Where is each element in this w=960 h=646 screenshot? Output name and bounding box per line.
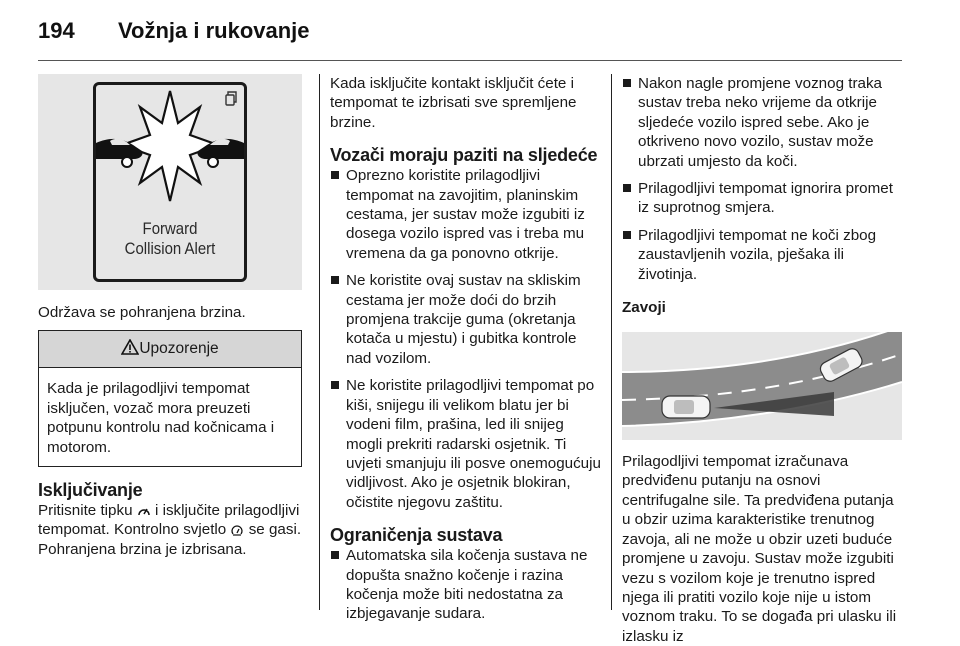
indicator-light-icon [230,524,244,536]
list-item: Oprezno koristite prilagodljivi tempomat na zavojitim, planinskim cestama, jer sustav može izgubiti iz dosega vozilo ispred vas i treba mu vremena da ga ponovno otkrije. [330,166,602,263]
chapter-title: Vožnja i rukovanje [118,18,310,43]
warning-box [38,330,302,467]
list-item: Prilagodljivi tempomat ne koči zbog zaustavljenih vozila, pješaka ili životinja. [622,226,902,284]
switch-off-paragraph [38,501,302,559]
curves-paragraph: Prilagodljivi tempomat izračunava predviđenu putanju na osnovi centrifugalne sile. Ta predviđena putanja u obzir uzima karakteristike trenutnog zavoja, ali ne može u obzir uzeti buduće promjene u zavoju. Sustav može izgubiti vezu s vozilom koje je trenutno ispred njega ili pratiti vozilo koje nije u istom voznom traku. To se događa pri ulasku ili izlasku iz [622,453,897,645]
curve-illustration [622,332,902,440]
cruise-control-icon [137,505,151,517]
limits-list [330,546,602,624]
heading-switch-off: Isključivanje [38,480,143,501]
forward-collision-alert-figure [38,74,302,290]
column-divider-2 [611,74,612,610]
warning-body: Kada je prilagodljivi tempomat isključen, vozač mora preuzeti potpunu kontrolu nad kočnicama i motorom. [47,380,275,456]
list-item: Prilagodljivi tempomat ignorira promet iz suprotnog smjera. [622,179,902,218]
list-item: Ne koristite prilagodljivi tempomat po kiši, snijegu ili velikom blatu jer bi vodeni film, prašina, led ili snijeg mogli prekriti radarski osjetnik. Ti uvjeti smanjuju ili posve onemogućuju vidljivost. Ako je osjetnik blokiran, očistite njegovu zaštitu. [330,376,602,512]
collision-burst-icon [96,85,244,215]
page-number: 194 [38,18,75,43]
heading-driver-attention: Vozači moraju paziti na sljedeće [330,145,598,166]
switch-off-text-1: Pritisnite tipku [38,502,137,520]
column-2 [330,74,602,624]
heading-system-limits: Ograničenja sustava [330,525,503,546]
fca-label-line1: Forward [142,219,198,238]
list-item: Ne koristite ovaj sustav na skliskim cestama jer može doći do brzih promjena trakcije guma (okretanja kotača u mjestu) i gubitka kontrole nad vozilom. [330,271,602,368]
attention-list [330,166,602,512]
heading-curves: Zavoji [622,299,666,317]
warning-triangle-icon [121,339,139,355]
ignition-paragraph: Kada isključite kontakt isključit ćete i tempomat te izbrisati sve spremljene brzine. [330,75,577,131]
list-item: Nakon nagle promjene voznog traka sustav treba neko vrijeme da otkrije sljedeće vozilo ispred sebe. Ako je otkriveno novo vozilo, sustav može ubrzati umjesto da koči. [622,74,902,171]
list-item: Automatska sila kočenja sustava ne dopušta snažno kočenje i razina kočenja može biti nedostatna za izbjegavanje sudara. [330,546,602,624]
page-header [38,14,902,58]
fca-label-line2: Collision Alert [124,239,216,258]
behaviour-list [622,74,902,284]
column-1 [38,74,302,559]
header-rule [38,60,902,61]
fca-sign-frame [93,82,247,282]
warning-title: Upozorenje [139,340,219,358]
switch-off-text-2: i isključite prilagodljivi tempomat. Kontrolno svjetlo [38,502,300,539]
column-3 [622,74,902,646]
column-divider-1 [319,74,320,610]
switch-off-text-3: se gasi. Pohranjena brzina je izbrisana. [38,521,302,558]
warning-header [39,331,301,368]
curved-road-icon [622,332,902,440]
stored-speed-paragraph: Održava se pohranjena brzina. [38,304,246,321]
